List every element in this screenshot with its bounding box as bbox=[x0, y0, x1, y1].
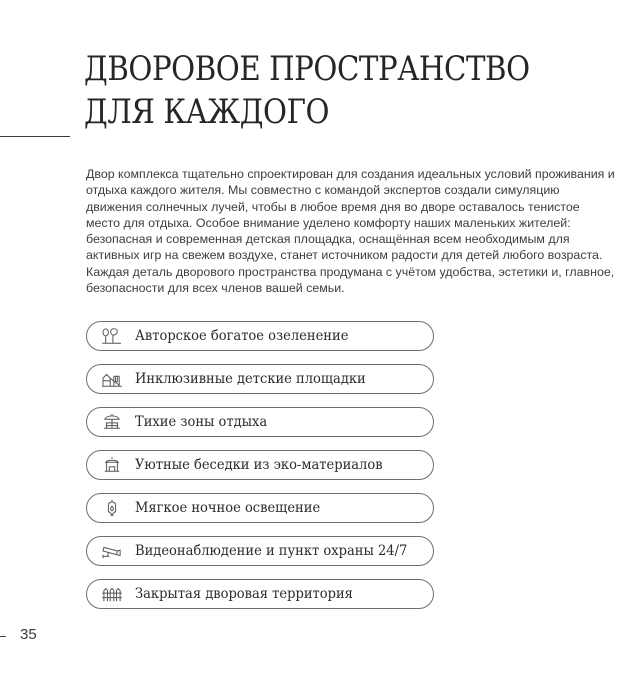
feature-item-greenery bbox=[86, 321, 434, 351]
feature-item-playground bbox=[86, 364, 434, 394]
page-title bbox=[84, 48, 540, 134]
bench-umbrella-icon bbox=[99, 412, 125, 432]
gazebo-icon bbox=[99, 455, 125, 475]
feature-item-closed-territory bbox=[86, 579, 434, 609]
page-number-line bbox=[0, 636, 6, 637]
fence-icon bbox=[99, 584, 125, 604]
trees-icon bbox=[99, 326, 125, 346]
playground-icon bbox=[99, 369, 125, 389]
page-title-line-2: ДЛЯ КАЖДОГО bbox=[84, 92, 330, 132]
feature-item-gazebos bbox=[86, 450, 434, 480]
lantern-icon bbox=[99, 498, 125, 518]
feature-label: Уютные беседки из эко-материалов bbox=[135, 457, 383, 473]
title-decor-line bbox=[0, 136, 70, 137]
feature-label: Мягкое ночное освещение bbox=[135, 500, 321, 516]
page-title-line-1: ДВОРОВОЕ ПРОСТРАНСТВО bbox=[84, 49, 530, 89]
feature-label: Авторское богатое озеленение bbox=[135, 328, 349, 344]
feature-label: Инклюзивные детские площадки bbox=[135, 371, 366, 387]
feature-item-lighting bbox=[86, 493, 434, 523]
feature-item-quiet-zones bbox=[86, 407, 434, 437]
feature-label: Закрытая дворовая территория bbox=[135, 586, 353, 602]
feature-label: Видеонаблюдение и пункт охраны 24/7 bbox=[135, 543, 408, 559]
intro-paragraph: Двор комплекса тщательно спроектирован для создания идеальных условий проживания и отдыха каждого жителя. Мы совместно с командой экспертов создали симуляцию движения солнечных лучей, чтобы в любое время дня во дворе оставалось тенистое место для отдыха. Особое внимание уделено комфорту наших маленьких жителей: безопасная и современная детская площадка, оснащённая всем необходимым для активных игр на свежем воздухе, станет источником радости для детей любого возраста. Каждая деталь дворового пространства продумана с учётом удобства, эстетики и, главное, безопасности для всех членов вашей семьи. bbox=[86, 167, 615, 296]
feature-item-security bbox=[86, 536, 434, 566]
feature-label: Тихие зоны отдыха bbox=[135, 414, 268, 430]
cctv-camera-icon bbox=[99, 541, 125, 561]
features-list bbox=[86, 321, 434, 609]
page-number: 35 bbox=[20, 626, 37, 643]
